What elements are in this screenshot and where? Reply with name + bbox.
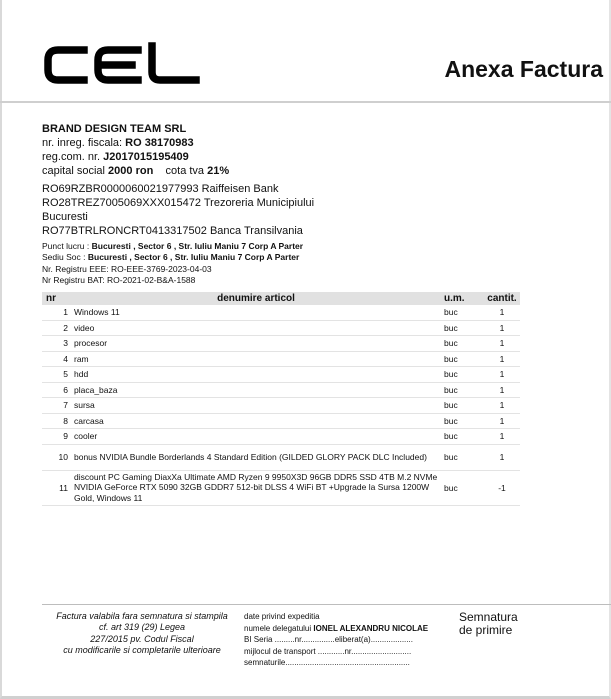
row-nr: 7 xyxy=(42,398,72,414)
company-block xyxy=(42,122,229,178)
fiscal-line xyxy=(42,136,229,150)
table-row xyxy=(42,336,520,352)
row-cantitate: 1 xyxy=(484,382,520,398)
fiscal-value: RO 38170983 xyxy=(125,137,194,149)
delegat-line xyxy=(244,623,474,635)
row-um: buc xyxy=(440,398,484,414)
row-um: buc xyxy=(440,429,484,445)
row-denumire: bonus NVIDIA Bundle Borderlands 4 Standard Edition (GILDED GLORY PACK DLC Included) xyxy=(72,444,440,470)
row-um: buc xyxy=(440,305,484,320)
row-denumire: placa_baza xyxy=(72,382,440,398)
table-header-row xyxy=(42,292,520,305)
regcom-line xyxy=(42,150,229,164)
sediu-soc xyxy=(42,252,303,263)
row-denumire: discount PC Gaming DiaxXa Ultimate AMD Ryzen 9 9950X3D 96GB DDR5 SSD 4TB M.2 NVMe NVIDIA GeForce RTX 5090 32GB GDDR7 512-bit DLSS 4 WiFi BT +Upgrade la Sursa 1200W Gold, Windows 11 xyxy=(72,470,440,505)
delegat-label: numele delegatului xyxy=(244,623,312,633)
table-row xyxy=(42,470,520,505)
row-denumire: Windows 11 xyxy=(72,305,440,320)
punct-lucru xyxy=(42,241,303,252)
sediu-value: Bucuresti , Sector 6 , Str. Iuliu Maniu 7 Corp A Parter xyxy=(87,252,300,263)
row-um: buc xyxy=(440,336,484,352)
header-divider xyxy=(0,101,611,103)
row-cantitate: 1 xyxy=(484,320,520,336)
row-denumire: sursa xyxy=(72,398,440,414)
regcom-label: reg.com. nr. xyxy=(42,151,101,163)
row-cantitate: 1 xyxy=(484,413,520,429)
bank-accounts xyxy=(42,182,314,238)
row-nr: 11 xyxy=(42,470,72,505)
bank-line: RO28TREZ7005069XXX015472 Trezoreria Municipiului xyxy=(42,197,315,209)
row-cantitate: 1 xyxy=(484,305,520,320)
fiscal-label: nr. inreg. fiscala: xyxy=(42,137,123,149)
col-header-denumire: denumire articol xyxy=(72,292,440,305)
row-nr: 1 xyxy=(42,305,72,320)
capital-label: capital social xyxy=(42,165,105,177)
row-um: buc xyxy=(440,470,484,505)
punct-label: Punct lucru : xyxy=(42,241,90,251)
row-denumire: ram xyxy=(72,351,440,367)
row-denumire: video xyxy=(72,320,440,336)
registru-eee: Nr. Registru EEE: RO-EEE-3769-2023-04-03 xyxy=(42,263,212,274)
validity-line: cu modificarile si completarile ulterioare xyxy=(63,645,221,656)
row-denumire: hdd xyxy=(72,367,440,383)
tva-value: 21% xyxy=(207,165,230,177)
bank-line: RO69RZBR0000060021977993 Raiffeisen Bank xyxy=(42,183,279,195)
capital-value: 2000 ron xyxy=(108,165,154,177)
footer-divider xyxy=(42,604,611,605)
items-table xyxy=(42,292,520,506)
tva-label: cota tva xyxy=(165,165,205,177)
registru-bat: Nr Registru BAT: RO-2021-02-B&A-1588 xyxy=(42,274,196,285)
table-row xyxy=(42,367,520,383)
row-um: buc xyxy=(440,320,484,336)
table-row xyxy=(42,444,520,470)
row-nr: 4 xyxy=(42,351,72,367)
row-cantitate: 1 xyxy=(484,351,520,367)
punct-value: Bucuresti , Sector 6 , Str. Iuliu Maniu 7 Corp A Parter xyxy=(91,241,304,251)
row-nr: 3 xyxy=(42,336,72,352)
transport-line: mijlocul de transport ............nr........................... xyxy=(244,646,412,656)
validity-line: cf. art 319 (29) Legea xyxy=(98,622,186,633)
validity-note xyxy=(42,611,242,657)
row-nr: 8 xyxy=(42,413,72,429)
table-row xyxy=(42,382,520,398)
table-row xyxy=(42,429,520,445)
table-row xyxy=(42,320,520,336)
capital-line xyxy=(42,164,229,178)
regcom-value: J2017015195409 xyxy=(103,151,189,163)
col-header-cantitate: cantit. xyxy=(484,292,520,305)
col-header-um: u.m. xyxy=(440,292,484,305)
row-cantitate: 1 xyxy=(484,367,520,383)
col-header-nr: nr xyxy=(42,292,72,305)
row-nr: 10 xyxy=(42,444,72,470)
row-denumire: cooler xyxy=(72,429,440,445)
row-denumire: carcasa xyxy=(72,413,440,429)
delegat-value: IONEL ALEXANDRU NICOLAE xyxy=(313,623,429,633)
bank-line: Bucuresti xyxy=(42,211,88,223)
validity-line: Factura valabila fara semnatura si stampila xyxy=(56,611,228,621)
cel-logo xyxy=(42,42,202,88)
row-nr: 9 xyxy=(42,429,72,445)
row-um: buc xyxy=(440,367,484,383)
sediu-label: Sediu Soc : xyxy=(42,252,86,263)
address-block xyxy=(42,241,303,286)
document-title: Anexa Factura xyxy=(444,56,603,82)
row-denumire: procesor xyxy=(72,336,440,352)
row-nr: 2 xyxy=(42,320,72,336)
expedition-details xyxy=(244,611,474,669)
row-nr: 5 xyxy=(42,367,72,383)
company-name: BRAND DESIGN TEAM SRL xyxy=(42,123,187,135)
bank-line: RO77BTRLRONCRT0413317502 Banca Transilvania xyxy=(42,225,303,237)
row-cantitate: 1 xyxy=(484,336,520,352)
row-nr: 6 xyxy=(42,382,72,398)
row-um: buc xyxy=(440,444,484,470)
receipt-signature-label: Semnatura de primire xyxy=(459,610,518,637)
table-row xyxy=(42,413,520,429)
validity-line: 227/2015 pv. Codul Fiscal xyxy=(90,633,194,644)
bi-line: BI Seria .........nr...............eliberat(a)................... xyxy=(244,635,413,645)
table-row xyxy=(42,351,520,367)
row-cantitate: 1 xyxy=(484,444,520,470)
row-um: buc xyxy=(440,382,484,398)
table-row xyxy=(42,305,520,320)
table-row xyxy=(42,398,520,414)
row-cantitate: -1 xyxy=(484,470,520,505)
row-um: buc xyxy=(440,351,484,367)
row-cantitate: 1 xyxy=(484,429,520,445)
row-cantitate: 1 xyxy=(484,398,520,414)
expedition-title: date privind expeditia xyxy=(244,612,320,621)
row-um: buc xyxy=(440,413,484,429)
semnatura-line: semnaturile........................................................ xyxy=(244,658,410,668)
